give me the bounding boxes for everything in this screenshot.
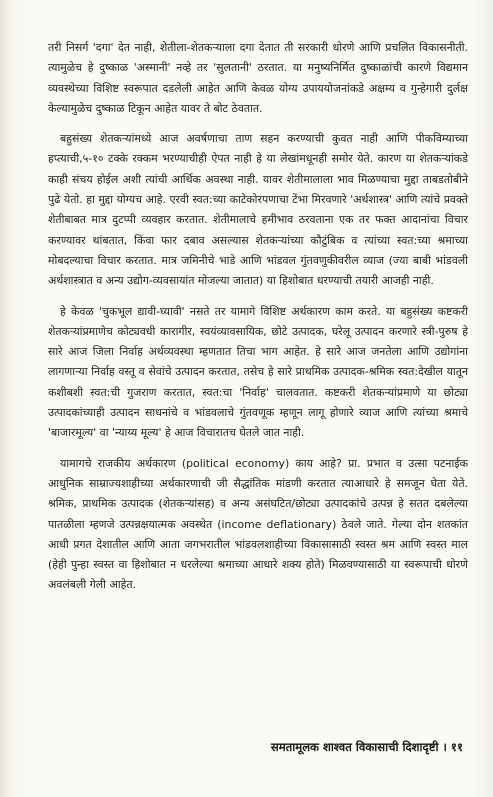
paragraph-2: बहुसंख्य शेतकऱ्यांमध्ये आज अवर्षणाचा ताण सहन करण्याची कुवत नाही आणि पीकविम्याच्या हप्त्याची,५-१० टक्के रक्कम भरण्याचीही ऐपत नाही हे या लेखांमधूनही समोर येते. कारण या शेतकऱ्यांकडे काही संचय होईल अशी त्यांची आर्थिक अवस्था नाही. यावर शेतीमालाला भाव मिळण्याचा मुद्दा ताबडतोबीने पुढे येतो. हा मुद्दा योग्यच आहे. एरवी स्वत:च्या काटेकोरपणाचा टेंभा मिरवणारे 'अर्थशास्त्र' आणि त्यांचे प्रवक्ते शेतीबाबत मात्र दुटप्पी व्यवहार करतात. शेतीमालाचे हमीभाव ठरवताना एक तर फक्त आदानांचा विचार करण्यावर थांबतात, किंवा फार दबाव असल्यास शेतकऱ्यांच्या कौटुंबिक व त्यांच्या स्वत:च्या श्रमाच्या मोबदल्याचा विचार करतात. मात्र जमिनीचे भाडे आणि भांडवल गुंतवणुकीवरील व्याज (ज्या बाबी भांडवली अर्थशास्त्रात व अन्य उद्योग-व्यवसायांत मोजल्या जातात) या हिशोबात धरण्याची तयारी आजही नाही. bbox=[48, 132, 468, 288]
paragraph-3: हे केवळ 'चुकभूल द्यावी-घ्यावी' नसते तर यामागे विशिष्ट अर्थकारण काम करते. या बहुसंख्य कष्टकरी शेतकऱ्यांप्रमाणेच कोट्यवधी कारागीर, स्वयंव्यावसायिक, छोटे उत्पादक, घरेलू उत्पादन करणारे स्त्री-पुरुष हे सारे आज जिला निर्वाह अर्थव्यवस्था म्हणतात तिचा भाग आहेत. हे सारे आज जनतेला आणि उद्योगांना लागणाऱ्या निर्वाह वस्तू व सेवांचे उत्पादन करतात, तसेच हे सारे प्राथमिक उत्पादक-श्रमिक स्वत:देखील यातून कशीबशी स्वत:ची गुजराण करतात, स्वत:चा 'निर्वाह' चालवतात. कष्टकरी शेतकऱ्यांप्रमाणे या छोट्या उत्पादकांच्याही उत्पादन साधनांचे व भांडवलाचे गुंतवणूक म्हणून लागू होणारे व्याज आणि त्यांच्या श्रमाचे 'बाजारमूल्य' वा 'न्याय्य मूल्य' हे आज विचारातच घेतले जात नाही. bbox=[48, 304, 468, 440]
paragraph-4: यामागचे राजकीय अर्थकारण (political economy) काय आहे? प्रा. प्रभात व उत्सा पटनाईक आधुनिक साम्राज्यशाहीच्या अर्थकारणाची जी सैद्धांतिक मांडणी करतात त्याआधारे हे समजून घेता येते. श्रमिक, प्राथमिक उत्पादक (शेतकऱ्यांसह) व अन्य असंघटित/छोट्या उत्पादकांचे उत्पन्न हे सतत दबलेल्या पातळीला म्हणजे उत्पन्नक्षयात्मक अवस्थेत (income deflationary) ठेवले जाते. गेल्या दोन शतकांत आधी प्रगत देशातील आणि आता जगभरातील भांडवलशाहीच्या विकासासाठी स्वस्त श्रम आणि स्वस्त माल (हेही पुन्हा स्वस्त वा हिशोबात न धरलेल्या श्रमाच्या आधारे शक्य होते) मिळवण्यासाठी या स्वरूपाची धोरणे अवलंबली गेली आहेत. bbox=[48, 456, 468, 592]
page-footer: समतामूलक शाश्वत विकासाची दिशादृष्टी । ११ bbox=[270, 740, 463, 754]
paragraph-1: तरी निसर्ग 'दगा' देत नाही, शेतीला-शेतकऱ्याला दगा देतात ती सरकारी धोरणे आणि प्रचलित विकासनीती. त्यामुळेच हे दुष्काळ 'अस्मानी' नव्हे तर 'सुलतानी' ठरतात. या मनुष्यनिर्मित दुष्काळांची कारणे विद्यमान व्यवस्थेच्या विशिष्ट स्वरूपात दडलेली आहेत आणि केवळ योग्य उपाययोजनांकडे अक्षम्य व गुन्हेगारी दुर्लक्ष केल्यामुळेच दुष्काळ टिकून आहेत यावर ते बोट ठेवतात. bbox=[48, 41, 468, 115]
body-text bbox=[48, 38, 468, 606]
